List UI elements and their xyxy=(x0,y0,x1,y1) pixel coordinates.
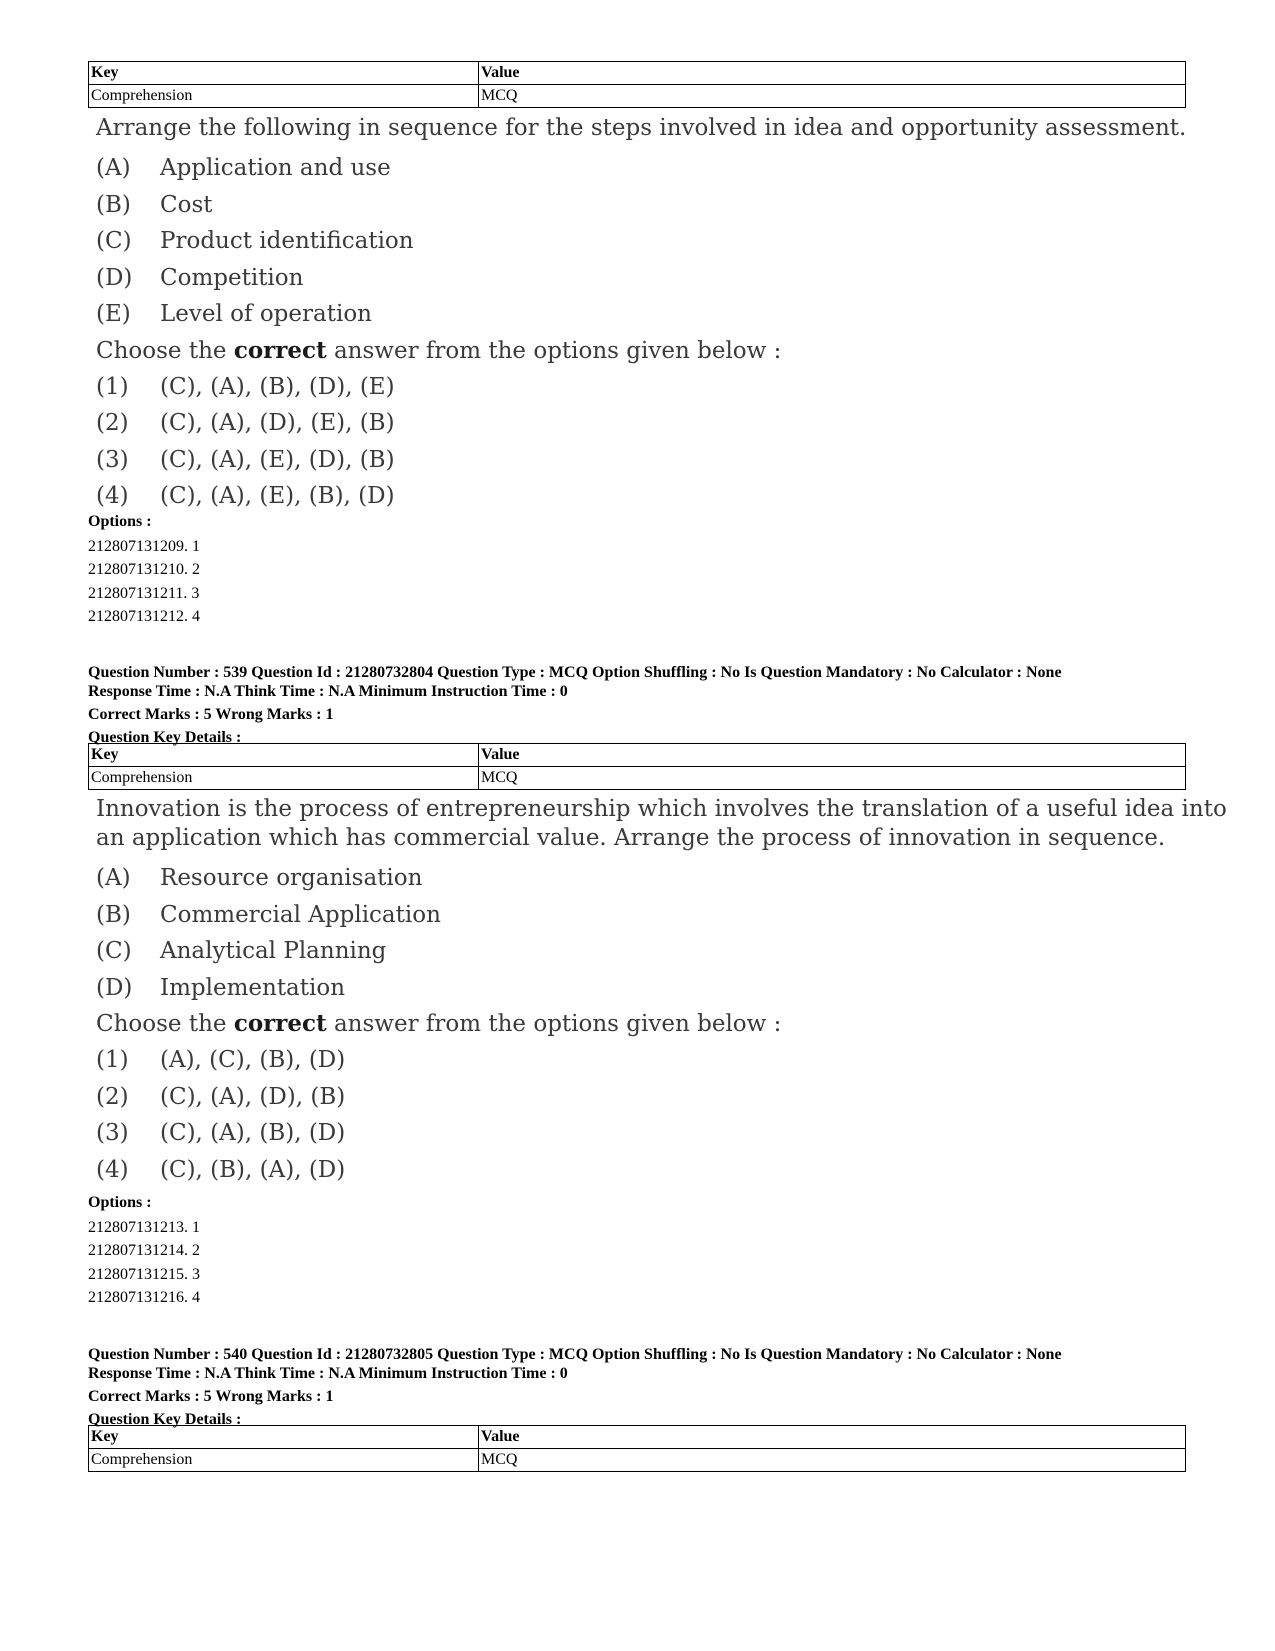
question-marks: Correct Marks : 5 Wrong Marks : 1 xyxy=(88,1388,334,1405)
answer-choice: (4) (C), (A), (E), (B), (D) xyxy=(96,483,395,510)
option-id: 212807131216. 4 xyxy=(88,1289,200,1306)
question-stem: Innovation is the process of entrepreneurship which involves the translation of a useful idea into an application which has commercial value. Arrange the process of innovation in sequence. xyxy=(96,796,1227,851)
question-539-meta xyxy=(88,663,1198,747)
question-539-body xyxy=(96,795,1227,1188)
list-item: (A) Application and use xyxy=(96,155,391,182)
key-header: Key xyxy=(89,1426,479,1449)
question-key-details-label: Question Key Details : xyxy=(88,729,242,746)
list-item: (B) Cost xyxy=(96,191,213,218)
key-cell: Comprehension xyxy=(89,767,479,790)
answer-choice: (3) (C), (A), (E), (D), (B) xyxy=(96,446,395,473)
choose-instruction: Choose the correct answer from the options given below : xyxy=(96,1010,782,1037)
table-row xyxy=(89,767,1186,790)
key-header: Key xyxy=(89,744,479,767)
value-cell: MCQ xyxy=(479,85,1186,108)
option-id: 212807131209. 1 xyxy=(88,537,200,555)
key-cell: Comprehension xyxy=(89,85,479,108)
list-item: (D) Competition xyxy=(96,264,304,291)
answer-choice: (1) (A), (C), (B), (D) xyxy=(96,1047,346,1074)
question-timing-line: Response Time : N.A Think Time : N.A Minimum Instruction Time : 0 xyxy=(88,1365,568,1382)
question-timing-line: Response Time : N.A Think Time : N.A Minimum Instruction Time : 0 xyxy=(88,683,568,700)
table-header-row xyxy=(89,62,1186,85)
question-marks: Correct Marks : 5 Wrong Marks : 1 xyxy=(88,706,334,723)
options-heading: Options : xyxy=(88,1194,152,1211)
answer-choice: (1) (C), (A), (B), (D), (E) xyxy=(96,373,395,400)
list-item: (D) Implementation xyxy=(96,974,346,1001)
key-header: Key xyxy=(89,62,479,85)
option-id: 212807131210. 2 xyxy=(88,561,200,578)
question-meta-line: Question Number : 540 Question Id : 21280732805 Question Type : MCQ Option Shuffling : No Is Question Mandatory : No Calculator : None xyxy=(88,1346,1062,1363)
options-block xyxy=(88,510,200,629)
table-row xyxy=(89,1449,1186,1472)
option-id: 212807131214. 2 xyxy=(88,1242,200,1259)
question-538-body xyxy=(96,114,1186,515)
value-header: Value xyxy=(479,62,1186,85)
table-row xyxy=(89,85,1186,108)
option-id: 212807131211. 3 xyxy=(88,584,200,602)
list-item: (B) Commercial Application xyxy=(96,901,441,928)
list-item: (C) Product identification xyxy=(96,228,414,255)
question-key-table xyxy=(88,61,1186,108)
question-meta-line: Question Number : 539 Question Id : 21280732804 Question Type : MCQ Option Shuffling : No Is Question Mandatory : No Calculator : None xyxy=(88,664,1062,681)
question-key-details-label: Question Key Details : xyxy=(88,1411,242,1428)
table-header-row xyxy=(89,744,1186,767)
value-header: Value xyxy=(479,744,1186,767)
question-key-table xyxy=(88,743,1186,790)
value-cell: MCQ xyxy=(479,1449,1186,1472)
question-key-table xyxy=(88,1425,1186,1472)
table-header-row xyxy=(89,1426,1186,1449)
option-id: 212807131213. 1 xyxy=(88,1218,200,1236)
question-stem: Arrange the following in sequence for the steps involved in idea and opportunity assessment. xyxy=(96,115,1187,141)
key-cell: Comprehension xyxy=(89,1449,479,1472)
options-block xyxy=(88,1191,200,1310)
value-cell: MCQ xyxy=(479,767,1186,790)
question-540-meta xyxy=(88,1345,1198,1429)
answer-choice: (2) (C), (A), (D), (B) xyxy=(96,1083,346,1110)
answer-choice: (3) (C), (A), (B), (D) xyxy=(96,1120,346,1147)
list-item: (C) Analytical Planning xyxy=(96,938,387,965)
option-id: 212807131212. 4 xyxy=(88,608,200,625)
value-header: Value xyxy=(479,1426,1186,1449)
list-item: (E) Level of operation xyxy=(96,301,372,328)
options-heading: Options : xyxy=(88,513,152,530)
choose-instruction: Choose the correct answer from the options given below : xyxy=(96,336,782,364)
answer-choice: (4) (C), (B), (A), (D) xyxy=(96,1156,346,1183)
answer-choice: (2) (C), (A), (D), (E), (B) xyxy=(96,410,395,437)
option-id: 212807131215. 3 xyxy=(88,1265,200,1283)
list-item: (A) Resource organisation xyxy=(96,865,423,892)
